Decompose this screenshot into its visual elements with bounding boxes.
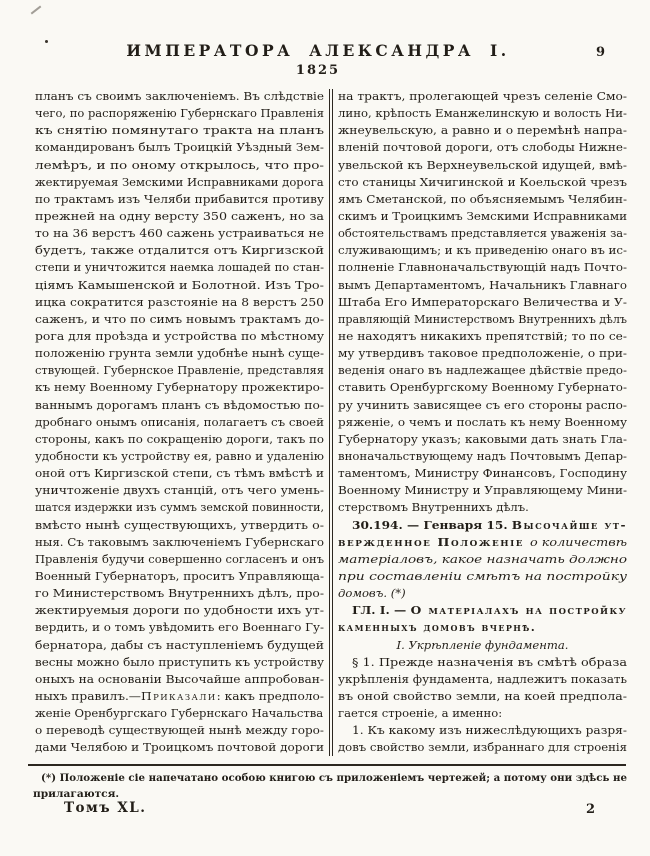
text-line: вержденное Положеніе о количествѣ	[338, 534, 627, 549]
text-line: лино, крѣпость Еманжелинскую и волость Ни-	[338, 106, 627, 121]
text-line: ваннымъ дорогамъ планъ съ вѣдомостью по-	[35, 397, 324, 412]
text-line: домовъ. (*)	[338, 586, 406, 601]
text-line: чего, по распоряженію Губернскаго Правленія	[35, 106, 324, 121]
text-line: оной отъ Киргизской степи, съ тѣмъ вмѣстѣ и	[35, 466, 324, 481]
text-line: положенію грунта земли удобнѣе нынѣ суще-	[35, 346, 324, 361]
text-line: таментомъ, Министру Финансовъ, Господину	[338, 466, 627, 481]
text-line: ствующей. Губернское Правленіе, представляя	[35, 363, 324, 378]
text-line: вымъ Департаментомъ, Начальникъ Главнаго	[338, 277, 627, 292]
text-line: увельской къ Верхнеувельской идущей, вмѣ-	[338, 157, 627, 172]
text-line: веденія онаго въ надлежащее дѣйствіе предо-	[338, 363, 627, 378]
volume-label: Томъ XL.	[64, 800, 147, 816]
text-line: вленій почтовой дороги, отъ слободы Нижне-	[338, 140, 627, 155]
text-line: Военный Губернаторъ, проситъ Управляюща-	[35, 568, 324, 583]
text-line: на трактъ, пролегающей чрезъ селеніе Смо-	[338, 89, 627, 103]
text-line: шатся издержки изъ суммъ земской повинности,	[35, 500, 324, 515]
text-line: 1. Къ какому изъ нижеслѣдующихъ разря-	[352, 723, 627, 738]
text-line: ныхъ правилъ.—Приказали: какъ предполо-	[35, 688, 324, 703]
left-column	[35, 88, 324, 756]
text-line: му утвердивъ таковое предположеніе, о при-	[338, 346, 627, 361]
text-line: укрѣпленія фундамента, надлежитъ показать	[338, 671, 627, 686]
text-line: полненіе Главноначальствующій надъ Почто-	[338, 260, 627, 275]
text-line: матеріаловъ, какое назначать должно	[338, 551, 627, 566]
text-line: степи и уничтожится наемка лошадей по стан-	[35, 260, 324, 275]
text-line: ставить Оренбургскому Военному Губернато-	[338, 380, 627, 395]
scan-artifact-stroke	[31, 6, 42, 15]
text-line: гается строеніе, а именно:	[338, 706, 503, 721]
text-line: стороны, какъ по сокращенію дороги, такъ по	[35, 431, 324, 446]
page-number: 9	[596, 45, 606, 60]
text-line: ру учинить зависящее съ его стороны распо-	[338, 397, 627, 412]
text-line: служивающимъ; и къ приведенію онаго въ ис-	[338, 243, 627, 258]
text-line: ряженіе, о чемъ и послать къ нему Военному	[338, 414, 627, 429]
text-line: Военному Министру и Управляющему Мини-	[338, 483, 627, 498]
text-line: не находятъ никакихъ препятствій; то по се-	[338, 328, 627, 343]
text-line: ГЛ. I. — О матеріалахъ на постройку	[352, 603, 627, 618]
text-line: I. Укрѣпленіе фундамента.	[396, 637, 569, 652]
text-line: сто станицы Хичигинской и Коельской чрезъ	[338, 174, 627, 189]
text-line: ціямъ Камышенской и Болотной. Изъ Тро-	[35, 277, 324, 292]
text-line: довъ свойство земли, избраннаго для строенія	[338, 740, 627, 755]
text-line: бернатора, дабы съ наступленіемъ будущей	[35, 637, 324, 652]
text-line: ямъ Сметанской, по объясняемымъ Челябин-	[338, 191, 627, 206]
text-line: дробнаго онымъ описанія, полагаетъ съ своей	[35, 414, 324, 429]
text-line: вноначальствующему надъ Почтовымъ Депар-	[338, 448, 627, 463]
text-line: при составленіи смѣтъ на постройку	[338, 568, 627, 583]
text-line: § 1. Прежде назначенія въ смѣтѣ образа	[352, 654, 627, 669]
text-line: 30.194. — Генваря 15. Высочайше ут-	[352, 517, 627, 532]
text-line: ицка сократится разстояніе на 8 верстъ 250	[35, 294, 324, 309]
text-line: весны можно было приступить къ устройству	[35, 654, 324, 669]
text-line: жектируемыя дороги по удобности ихъ ут-	[35, 603, 324, 618]
text-line: планъ съ своимъ заключеніемъ. Въ слѣдствіе	[35, 89, 324, 103]
text-line: командированъ былъ Троицкій Уѣздный Зем-	[35, 140, 324, 155]
column-divider-rule	[329, 89, 333, 756]
text-line: дами Челябою и Троицкомъ почтовой дороги	[35, 740, 324, 755]
footnote-separator-rule	[28, 764, 626, 766]
footnote	[33, 771, 627, 802]
text-line: прежней на одну версту 350 саженъ, но за	[35, 208, 324, 223]
footnote-line: (*) Положеніе сіе напечатано особою книгою съ приложеніемъ чертежей; а потому они здѣсь не	[41, 772, 627, 784]
sheet-number: 2	[586, 802, 596, 817]
text-line: рога для проѣзда и устройства по мѣстному	[35, 328, 324, 343]
text-line: жнеувельскую, а равно и о перемѣнѣ напра-	[338, 123, 627, 138]
text-line: ныя. Съ таковымъ заключеніемъ Губернскаго	[35, 534, 324, 549]
page-title: ИМПЕРАТОРА АЛЕКСАНДРА I.	[126, 41, 510, 60]
footnote-line: прилагаются.	[33, 787, 120, 800]
text-columns	[35, 88, 627, 756]
text-line: правляющій Министерствомъ Внутреннихъ дѣлъ	[338, 311, 627, 326]
text-line: о переводѣ существующей нынѣ между горо-	[35, 723, 324, 738]
text-line: Губернатору указъ; каковыми дать знать Гла-	[338, 431, 627, 446]
text-line: къ снятію помянутаго тракта на планъ	[35, 123, 324, 138]
text-line: женіе Оренбургскаго Губернскаго Начальства	[35, 706, 324, 721]
text-line: въ оной свойство земли, на коей предпола-	[338, 688, 627, 703]
year-heading: 1825	[295, 63, 341, 78]
right-column	[338, 88, 627, 756]
text-line: го Министерствомъ Внутреннихъ дѣлъ, про-	[35, 586, 324, 601]
text-line: скимъ и Троицкимъ Земскими Исправниками	[338, 208, 627, 223]
text-line: удобности къ устройству ея, равно и удаленію	[35, 448, 324, 463]
text-line: къ нему Военному Губернатору прожектиро-	[35, 380, 324, 395]
text-line: вмѣсто нынѣ существующихъ, утвердить о-	[35, 517, 324, 532]
text-line: обстоятельствамъ представляется уваженія за-	[338, 226, 627, 241]
text-line: саженъ, и что по симъ новымъ трактамъ до-	[35, 311, 324, 326]
text-line: жектируемая Земскими Исправниками дорога	[35, 174, 324, 189]
text-line: вердить, и о томъ увѣдомить его Военнаго Гу-	[35, 620, 324, 635]
text-line: оныхъ на основаніи Высочайше аппробован-	[35, 671, 324, 686]
text-line: Правленія будучи совершенно согласенъ и онъ	[35, 551, 324, 566]
text-line: то на 36 верстъ 460 сажень устраиваться не	[35, 226, 324, 241]
text-line: по трактамъ изъ Челяби прибавится противу	[35, 191, 324, 206]
text-line: будетъ, также отдалится отъ Киргизской	[35, 243, 324, 258]
text-line: каменныхъ домовъ вчернѣ.	[338, 620, 537, 635]
text-line: лемѣръ, и по оному открылось, что про-	[35, 157, 324, 172]
text-line: уничтоженіе двухъ станцій, отъ чего умень-	[35, 483, 324, 498]
text-line: Штаба Его Императорскаго Величества и У-	[338, 294, 627, 309]
text-line: стерствомъ Внутреннихъ дѣлъ.	[338, 500, 529, 515]
